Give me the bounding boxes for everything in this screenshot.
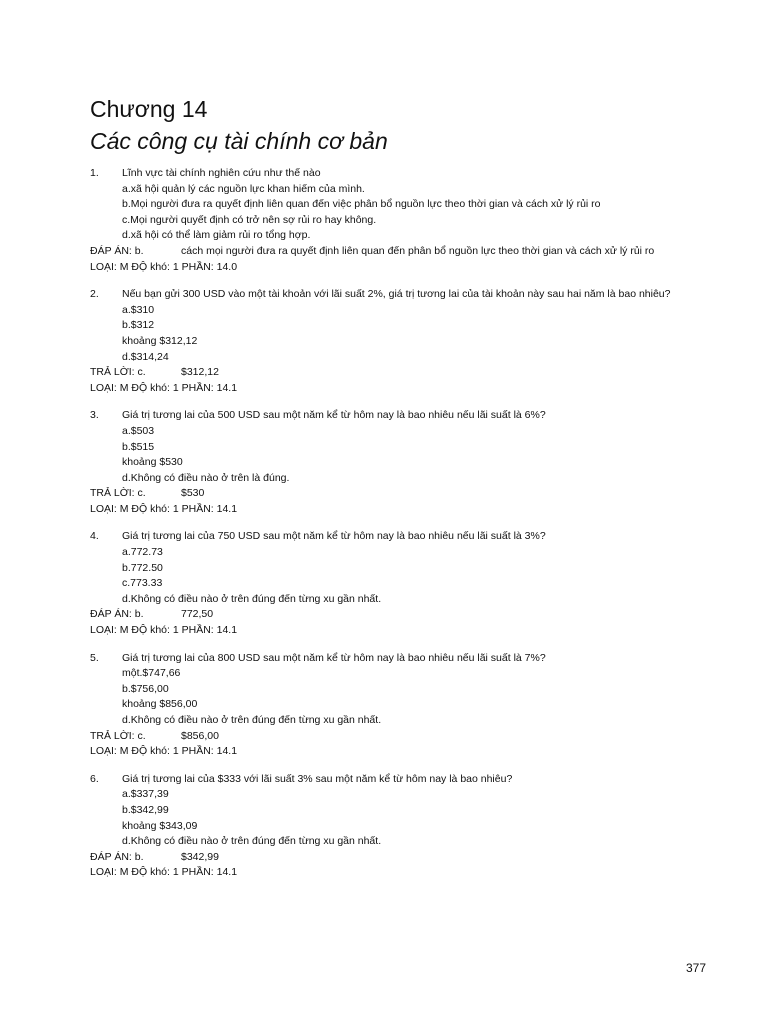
- answer-option: d.Không có điều nào ở trên đúng đến từng xu gần nhất.: [122, 835, 382, 848]
- answer-value: $312,12: [181, 366, 219, 379]
- answer-option: một.$747,66: [122, 667, 181, 680]
- answer-label: ĐÁP ÁN: b.: [90, 244, 144, 257]
- answer-option: a.$337,39: [122, 788, 169, 801]
- answer-value: 772,50: [181, 608, 214, 621]
- question-number: 2.: [90, 288, 99, 301]
- answer-value: $856,00: [181, 729, 219, 742]
- answer-key: [90, 729, 730, 745]
- answer-label: ĐÁP ÁN: b.: [90, 608, 144, 621]
- question-meta: LOẠI: M ĐỘ khó: 1 PHẦN: 14.1: [90, 381, 238, 394]
- question-text: Giá trị tương lai của 750 USD sau một năm kể từ hôm nay là bao nhiêu nếu lãi suất là 3%?: [122, 530, 546, 543]
- answer-option: khoảng $530: [122, 456, 183, 469]
- answer-key: [90, 850, 730, 866]
- answer-key: [90, 486, 730, 502]
- answer-option: b.Mọi người đưa ra quyết định liên quan đến việc phân bổ nguồn lực theo thời gian và cách xử lý rủi ro: [122, 198, 601, 211]
- answer-option: khoảng $856,00: [122, 698, 198, 711]
- answer-option: a.772.73: [122, 546, 163, 559]
- question-meta: LOẠI: M ĐỘ khó: 1 PHẦN: 14.1: [90, 866, 238, 879]
- question-item: [90, 166, 730, 275]
- question-text: Giá trị tương lai của 500 USD sau một năm kể từ hôm nay là bao nhiêu nếu lãi suất là 6%?: [122, 409, 546, 422]
- question-list: [90, 166, 730, 893]
- answer-option: khoảng $343,09: [122, 819, 198, 832]
- answer-option: b.$515: [122, 440, 155, 453]
- answer-option: c.773.33: [122, 577, 163, 590]
- question-meta: LOẠI: M ĐỘ khó: 1 PHẦN: 14.0: [90, 260, 238, 273]
- question-text: Giá trị tương lai của 800 USD sau một năm kể từ hôm nay là bao nhiêu nếu lãi suất là 7%?: [122, 651, 546, 664]
- answer-option: d.$314,24: [122, 350, 169, 363]
- question-meta: LOẠI: M ĐỘ khó: 1 PHẦN: 14.1: [90, 745, 238, 758]
- question-line: [90, 166, 730, 182]
- question-text: Nếu bạn gửi 300 USD vào một tài khoản với lãi suất 2%, giá trị tương lai của tài khoản này sau hai năm là bao nhiêu?: [122, 288, 671, 301]
- answer-option: c.Mọi người quyết định có trở nên sợ rủi ro hay không.: [122, 213, 377, 226]
- answer-value: $342,99: [181, 850, 219, 863]
- answer-option: khoảng $312,12: [122, 334, 198, 347]
- answer-option: a.$503: [122, 424, 155, 437]
- question-text: Giá trị tương lai của $333 với lãi suất 3% sau một năm kể từ hôm nay là bao nhiêu?: [122, 772, 513, 785]
- question-line: [90, 287, 730, 303]
- question-meta: LOẠI: M ĐỘ khó: 1 PHẦN: 14.1: [90, 624, 238, 637]
- answer-option: b.$312: [122, 319, 155, 332]
- answer-option: b.$756,00: [122, 682, 169, 695]
- question-number: 1.: [90, 167, 99, 179]
- chapter-subtitle: Các công cụ tài chính cơ bản: [90, 128, 388, 154]
- answer-option: a.xã hội quản lý các nguồn lực khan hiếm của mình.: [122, 182, 365, 195]
- answer-label: TRẢ LỜI: c.: [90, 487, 146, 500]
- answer-value: cách mọi người đưa ra quyết định liên quan đến phân bổ nguồn lực theo thời gian và cách xử lý rủi ro: [181, 244, 655, 257]
- question-line: [90, 772, 730, 788]
- answer-option: b.772.50: [122, 561, 163, 574]
- answer-key: [90, 607, 730, 623]
- question-item: [90, 651, 730, 760]
- answer-option: d.Không có điều nào ở trên đúng đến từng xu gần nhất.: [122, 714, 382, 726]
- answer-label: TRẢ LỜI: c.: [90, 366, 146, 379]
- answer-option: b.$342,99: [122, 803, 169, 816]
- answer-label: TRẢ LỜI: c.: [90, 729, 146, 742]
- question-meta: LOẠI: M ĐỘ khó: 1 PHẦN: 14.1: [90, 502, 238, 515]
- question-item: [90, 408, 730, 517]
- question-line: [90, 408, 730, 424]
- answer-option: a.$310: [122, 303, 155, 316]
- question-line: [90, 529, 730, 545]
- question-line: [90, 651, 730, 667]
- question-item: [90, 287, 730, 396]
- answer-value: $530: [181, 487, 205, 500]
- answer-key: [90, 244, 730, 260]
- question-number: 5.: [90, 651, 99, 664]
- question-item: [90, 529, 730, 638]
- question-text: Lĩnh vực tài chính nghiên cứu như thế nào: [122, 167, 321, 179]
- question-number: 6.: [90, 772, 99, 785]
- page-number: 377: [685, 961, 706, 975]
- question-item: [90, 772, 730, 881]
- question-number: 3.: [90, 409, 99, 422]
- chapter-title: Chương 14: [90, 96, 208, 122]
- answer-label: ĐÁP ÁN: b.: [90, 850, 144, 863]
- answer-option: d.xã hội có thể làm giảm rủi ro tổng hợp.: [122, 229, 311, 242]
- answer-option: d.Không có điều nào ở trên đúng đến từng xu gần nhất.: [122, 592, 382, 605]
- answer-key: [90, 365, 730, 381]
- answer-option: d.Không có điều nào ở trên là đúng.: [122, 471, 290, 484]
- question-number: 4.: [90, 530, 99, 543]
